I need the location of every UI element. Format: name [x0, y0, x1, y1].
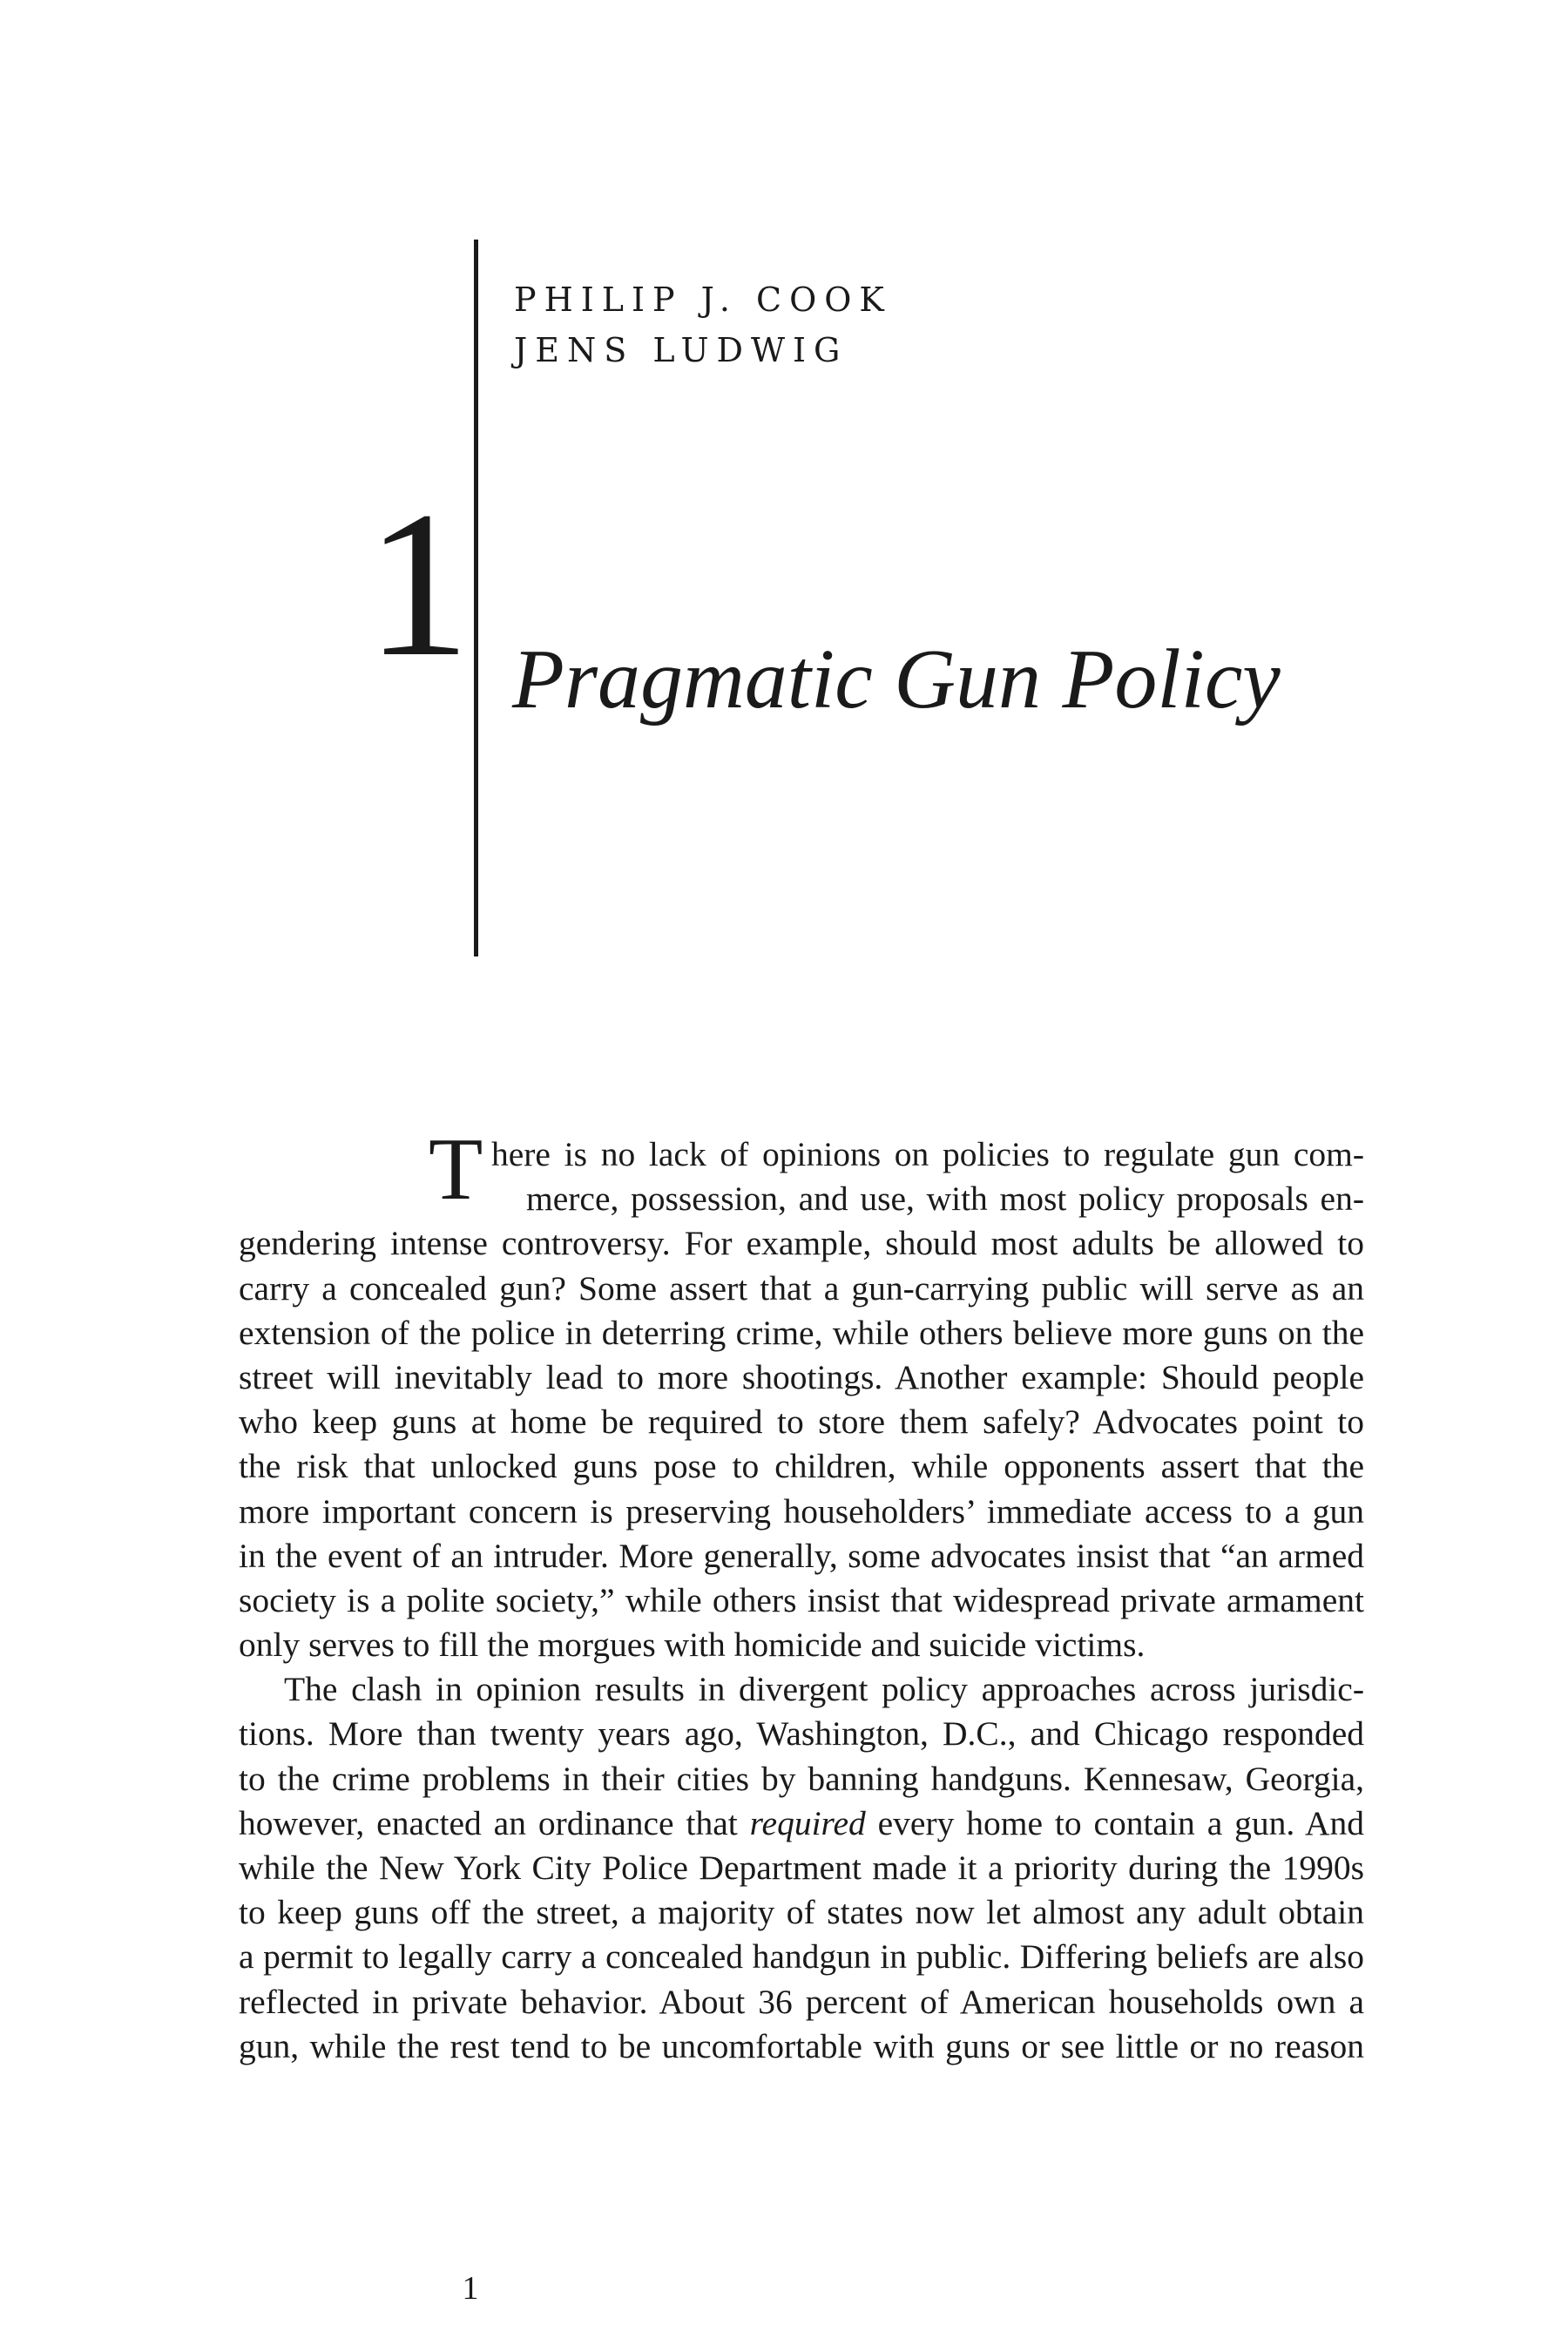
author-name: PHILIP J. COOK [514, 280, 892, 319]
text-fragment: every home to contain a gun. And [865, 1803, 1364, 1842]
text-line: merce, possession, and use, with most policy proposals en- [526, 1179, 1364, 1219]
chapter-divider-rule [474, 240, 478, 956]
text-line: to keep guns off the street, a majority of states now let almost any adult obtain [239, 1893, 1364, 1932]
drop-cap: T [429, 1120, 483, 1219]
page-number: 1 [462, 2270, 479, 2307]
text-line: street will inevitably lead to more shootings. Another example: Should people [239, 1357, 1364, 1396]
text-line: only serves to fill the morgues with homicide and suicide victims. [239, 1625, 1146, 1665]
chapter-number: 1 [366, 468, 470, 700]
text-line: The clash in opinion results in divergent policy approaches across jurisdic- [284, 1670, 1364, 1709]
text-line: tions. More than twenty years ago, Washington, D.C., and Chicago responded [239, 1714, 1364, 1754]
text-line: reflected in private behavior. About 36 percent of American households own a [239, 1982, 1364, 2021]
author-name: JENS LUDWIG [514, 331, 848, 369]
body-text [239, 1120, 1364, 2069]
text-line: to the crime problems in their cities by banning handguns. Kennesaw, Georgia, [239, 1759, 1364, 1798]
text-line: extension of the police in deterring crime, while others believe more guns on the [239, 1313, 1364, 1352]
text-line-with-emphasis [239, 1801, 1364, 1846]
text-line: in the event of an intruder. More generally, some advocates insist that “an armed [239, 1536, 1364, 1575]
text-line: a permit to legally carry a concealed handgun in public. Differing beliefs are also [239, 1937, 1364, 1977]
text-line: more important concern is preserving householders’ immediate access to a gun [239, 1491, 1364, 1531]
text-line: who keep guns at home be required to store them safely? Advocates point to [239, 1402, 1364, 1442]
text-line: the risk that unlocked guns pose to children, while opponents assert that the [239, 1447, 1364, 1486]
author-block [514, 274, 892, 375]
chapter-title: Pragmatic Gun Policy [512, 632, 1281, 727]
emphasized-word: required [749, 1803, 866, 1842]
text-line: carry a concealed gun? Some assert that a gun-carrying public will serve as an [239, 1268, 1364, 1308]
text-fragment: however, enacted an ordinance that [239, 1803, 750, 1842]
text-line: gun, while the rest tend to be uncomfortable with guns or see little or no reason [239, 2026, 1364, 2065]
text-line: society is a polite society,” while others insist that widespread private armament [239, 1580, 1364, 1619]
text-line: here is no lack of opinions on policies to regulate gun com- [491, 1135, 1364, 1173]
text-line: gendering intense controversy. For example, should most adults be allowed to [239, 1224, 1364, 1263]
text-line: while the New York City Police Department made it a priority during the 1990s [239, 1848, 1364, 1887]
